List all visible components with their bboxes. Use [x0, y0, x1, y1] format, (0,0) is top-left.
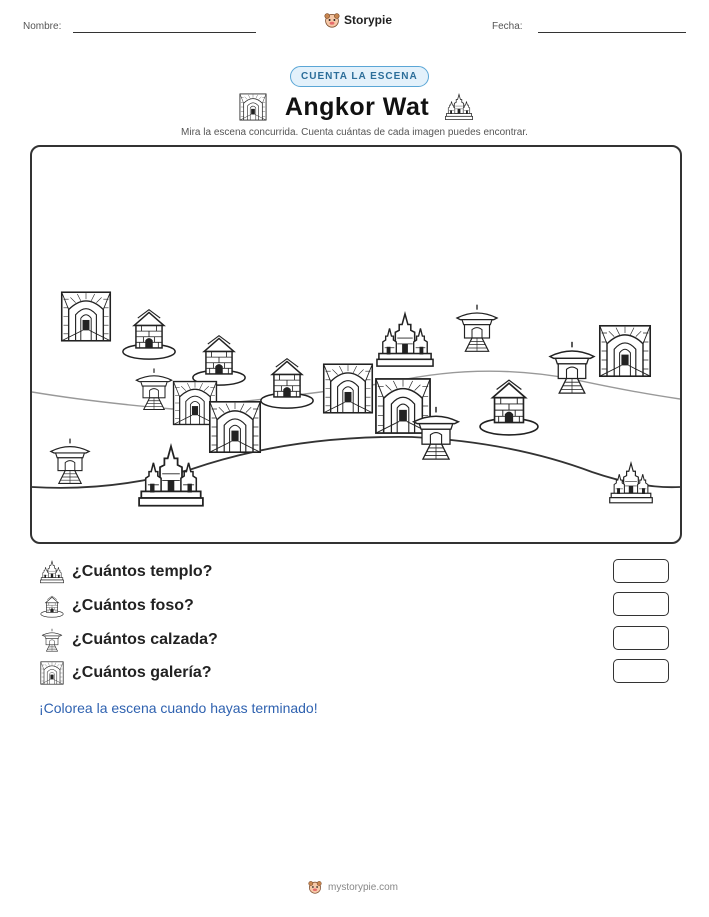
- front-hill-line: [32, 437, 680, 488]
- question-text: ¿Cuántos templo?: [72, 563, 213, 580]
- question-row: [40, 594, 194, 618]
- temple-icon: [139, 446, 203, 505]
- brand-name: Storypie: [344, 13, 393, 27]
- moat-tower-icon: [480, 380, 538, 435]
- causeway-icon: [550, 342, 594, 393]
- footer-url[interactable]: mystorypie.com: [328, 881, 399, 893]
- answer-box[interactable]: [613, 626, 669, 650]
- name-field[interactable]: [73, 32, 256, 33]
- gallery-icon: [210, 402, 260, 452]
- date-field[interactable]: [538, 32, 686, 33]
- title-row: [237, 91, 473, 123]
- name-label: Nombre:: [23, 21, 62, 32]
- causeway-icon: [136, 368, 171, 409]
- gallery-icon: [237, 93, 269, 121]
- coloring-note: ¡Colorea la escena cuando hayas terminado!: [39, 700, 318, 716]
- question-text: ¿Cuántos foso?: [72, 597, 194, 614]
- scene-frame[interactable]: [30, 145, 682, 544]
- causeway-icon: [51, 439, 89, 484]
- mascot-icon: [324, 12, 340, 28]
- answer-box[interactable]: [613, 559, 669, 583]
- question-row: [40, 628, 218, 652]
- moat-tower-icon: [40, 594, 64, 618]
- temple-icon: [377, 314, 433, 366]
- temple-icon: [610, 463, 653, 503]
- gallery-icon: [600, 326, 650, 376]
- moat-tower-icon: [261, 359, 313, 408]
- moat-tower-icon: [193, 336, 245, 385]
- question-text: ¿Cuántos galería?: [72, 664, 212, 681]
- answer-box[interactable]: [613, 592, 669, 616]
- storypie-logo: [324, 12, 392, 28]
- instructions: Mira la escena concurrida. Cuenta cuántas de cada imagen puedes encontrar.: [181, 127, 528, 138]
- question-row: [40, 661, 212, 685]
- temple-icon: [445, 93, 473, 121]
- question-text: ¿Cuántos calzada?: [72, 631, 218, 648]
- scene-illustration: [32, 147, 680, 542]
- temple-icon: [40, 560, 64, 584]
- answer-box[interactable]: [613, 659, 669, 683]
- footer: [308, 880, 398, 894]
- page-title: Angkor Wat: [284, 92, 430, 121]
- moat-tower-icon: [123, 310, 175, 359]
- gallery-icon: [62, 292, 111, 341]
- causeway-icon: [40, 628, 64, 652]
- mascot-icon: [308, 880, 322, 894]
- gallery-icon: [324, 364, 373, 413]
- causeway-icon: [457, 305, 497, 352]
- date-label: Fecha:: [492, 21, 523, 32]
- activity-badge: CUENTA LA ESCENA: [290, 66, 429, 87]
- gallery-icon: [40, 661, 64, 685]
- question-row: [40, 560, 212, 584]
